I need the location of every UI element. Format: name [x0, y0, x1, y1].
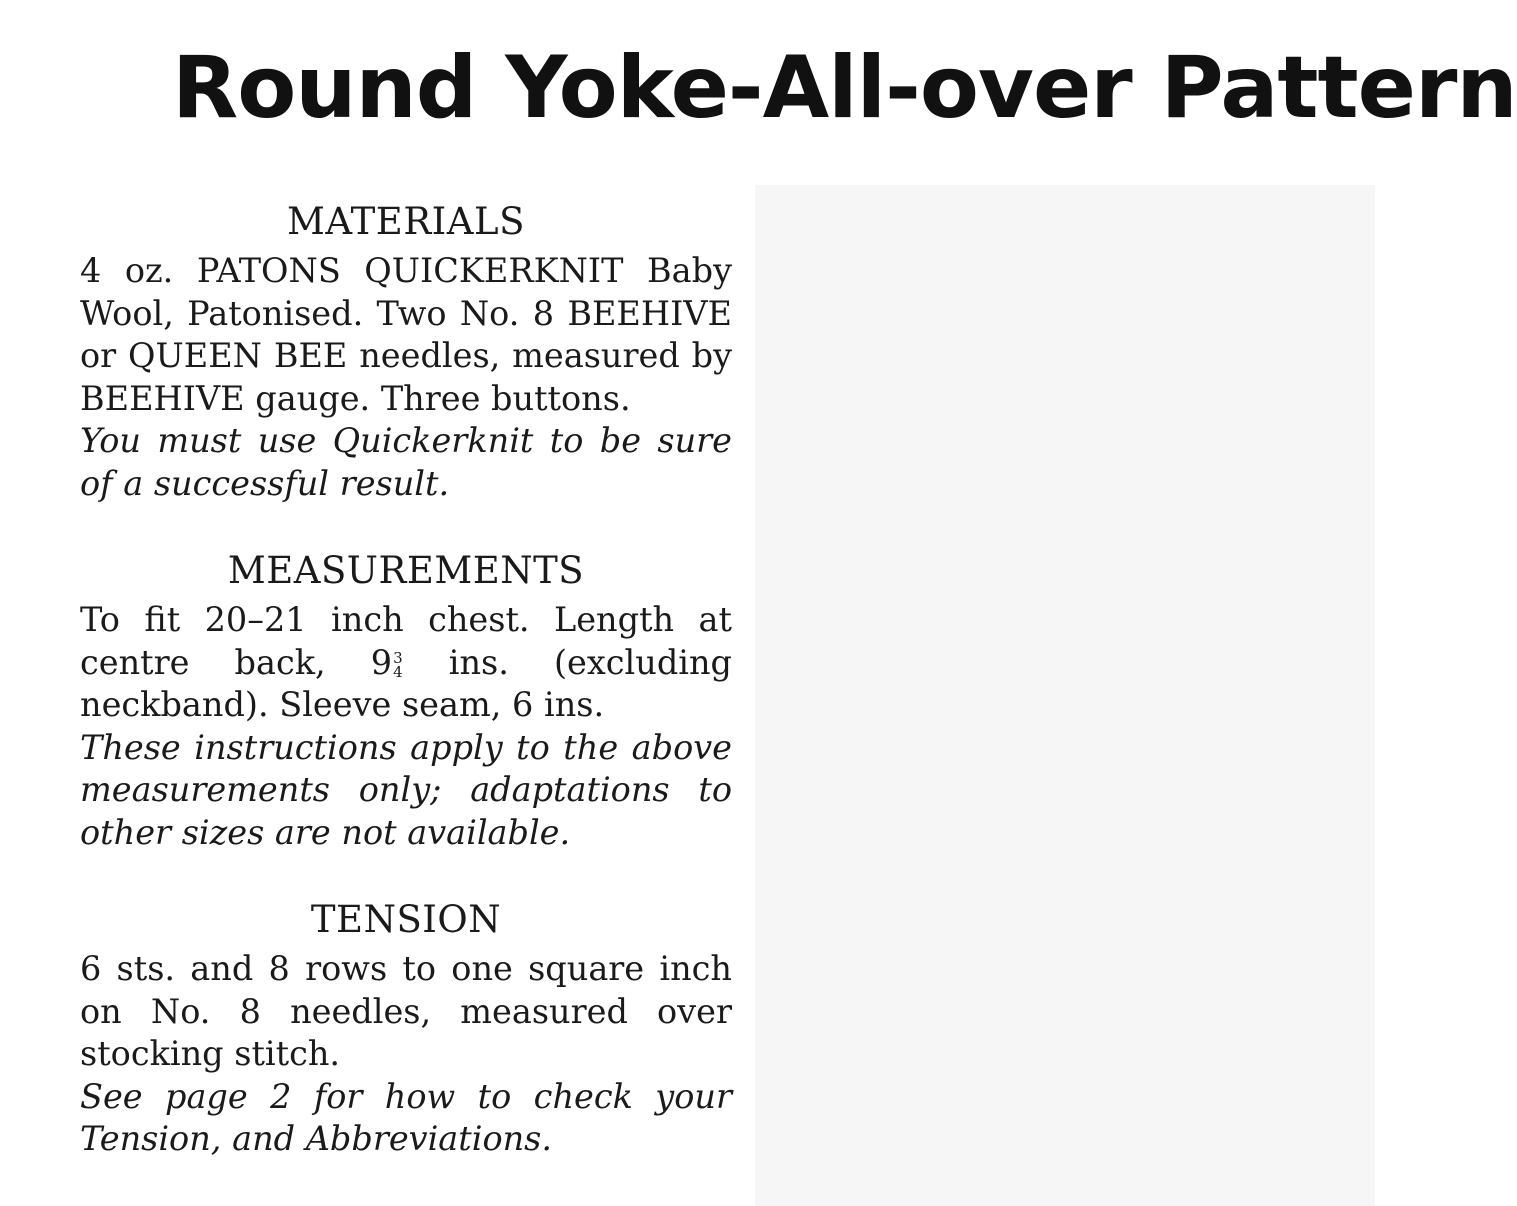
length-fraction — [393, 648, 403, 681]
tension-note: See page 2 for how to check your Tension, and Abbreviations. — [80, 1076, 732, 1158]
measurements-heading: MEASUREMENTS — [227, 549, 585, 592]
fraction-denominator: 4 — [393, 662, 403, 681]
fraction-numerator: 3 — [393, 648, 403, 667]
tension-text: 6 sts. and 8 rows to one square inch on No. 8 needles, measured over stocking stitch. — [80, 949, 732, 1073]
materials-text: 4 oz. PATONS QUICKERKNIT Baby Wool, Patonised. Two No. 8 BEEHIVE or QUEEN BEE needles, measured by BEEHIVE gauge. Three buttons. — [80, 251, 732, 418]
pattern-details-column — [80, 196, 732, 1201]
tension-heading: TENSION — [310, 898, 502, 941]
measurements-section — [80, 545, 732, 854]
page-title: Round Yoke-All-over Pattern — [172, 38, 1517, 138]
measurements-text-end: ins. (excluding neckband). Sleeve seam, 6 ins. — [80, 642, 732, 724]
tension-section — [80, 894, 732, 1161]
materials-section — [80, 196, 732, 505]
measurements-text-start: To fit 20–21 inch chest. Length at centre back, 9 — [80, 600, 732, 682]
materials-note: You must use Quickerknit to be sure of a successful result. — [80, 421, 732, 503]
measurements-text — [80, 599, 732, 727]
measurements-note: These instructions apply to the above measurements only; adaptations to other sizes are not available. — [80, 727, 732, 852]
page-background-shade — [755, 185, 1375, 1206]
materials-heading: MATERIALS — [287, 200, 525, 243]
